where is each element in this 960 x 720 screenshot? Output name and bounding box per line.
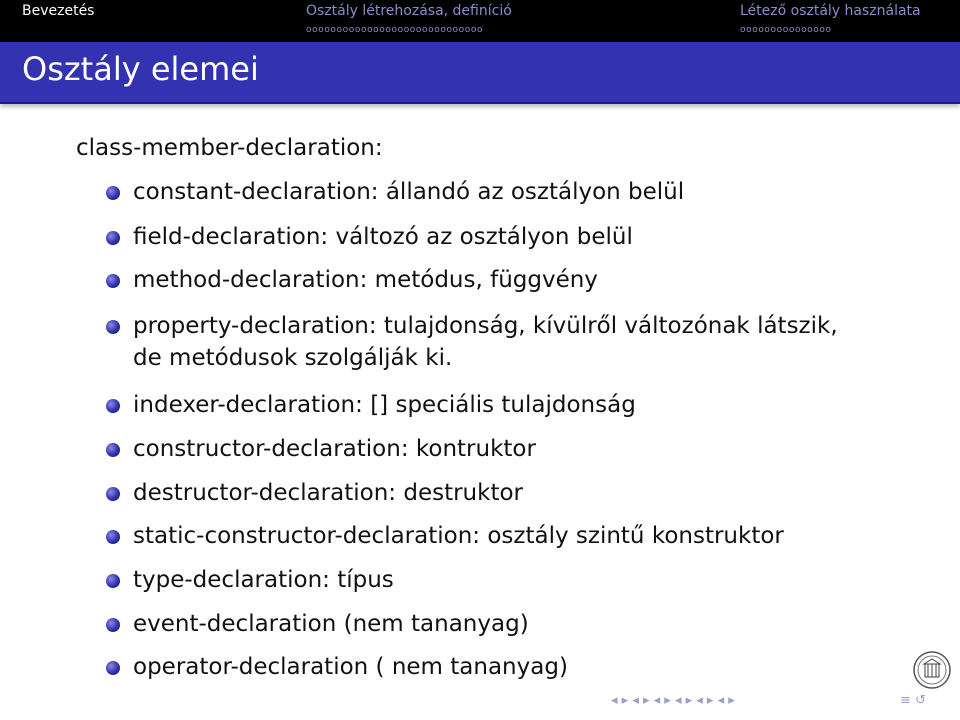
list-item: constant-declaration: állandó az osztályon belül [133, 179, 685, 205]
list-item: property-declaration: tulajdonság, kívülről változónak látszik, [133, 313, 838, 339]
list-item: constructor-declaration: kontruktor [133, 436, 536, 462]
slide-title: Osztály elemei [22, 50, 259, 88]
bullet-icon [106, 320, 120, 334]
list-item: indexer-declaration: [] speciális tulajdonság [133, 392, 636, 418]
nav-section-osztaly-letrehozasa[interactable]: Osztály létrehozása, definíció [306, 3, 512, 19]
list-item: type-declaration: típus [133, 567, 394, 593]
university-seal-icon [912, 650, 952, 690]
intro-text: class-member-declaration: [76, 135, 383, 161]
bullet-icon [106, 530, 120, 544]
bullet-icon [106, 574, 120, 588]
list-item: event-declaration (nem tananyag) [133, 611, 529, 637]
nav-dots-right[interactable]: ooooooooooooooo [740, 25, 832, 35]
beamer-nav-end-icons[interactable]: ≡ ↺ [900, 693, 926, 708]
list-item-continuation: de metódusok szolgálják ki. [133, 345, 453, 371]
bullet-icon [106, 231, 120, 245]
list-item: field-declaration: változó az osztályon belül [133, 224, 633, 250]
beamer-nav-icons[interactable]: ◂ ▸ ◂ ▸ ◂ ▸ ◂ ▸ ◂ ▸ ◂ ▸ [611, 693, 735, 708]
nav-section-bevezetes[interactable]: Bevezetés [22, 3, 95, 19]
list-item: method-declaration: metódus, függvény [133, 267, 598, 293]
bullet-icon [106, 661, 120, 675]
bullet-icon [106, 399, 120, 413]
bullet-icon [106, 618, 120, 632]
list-item: static-constructor-declaration: osztály szintű konstruktor [133, 523, 784, 549]
nav-section-letezo-osztaly[interactable]: Létező osztály használata [740, 3, 921, 19]
bullet-icon [106, 186, 120, 200]
bullet-icon [106, 274, 120, 288]
list-item: operator-declaration ( nem tananyag) [133, 654, 568, 680]
bullet-icon [106, 443, 120, 457]
bullet-icon [106, 487, 120, 501]
nav-dots-middle[interactable]: ooooooooooooooooooooooooooooo [306, 25, 484, 35]
list-item: destructor-declaration: destruktor [133, 480, 524, 506]
